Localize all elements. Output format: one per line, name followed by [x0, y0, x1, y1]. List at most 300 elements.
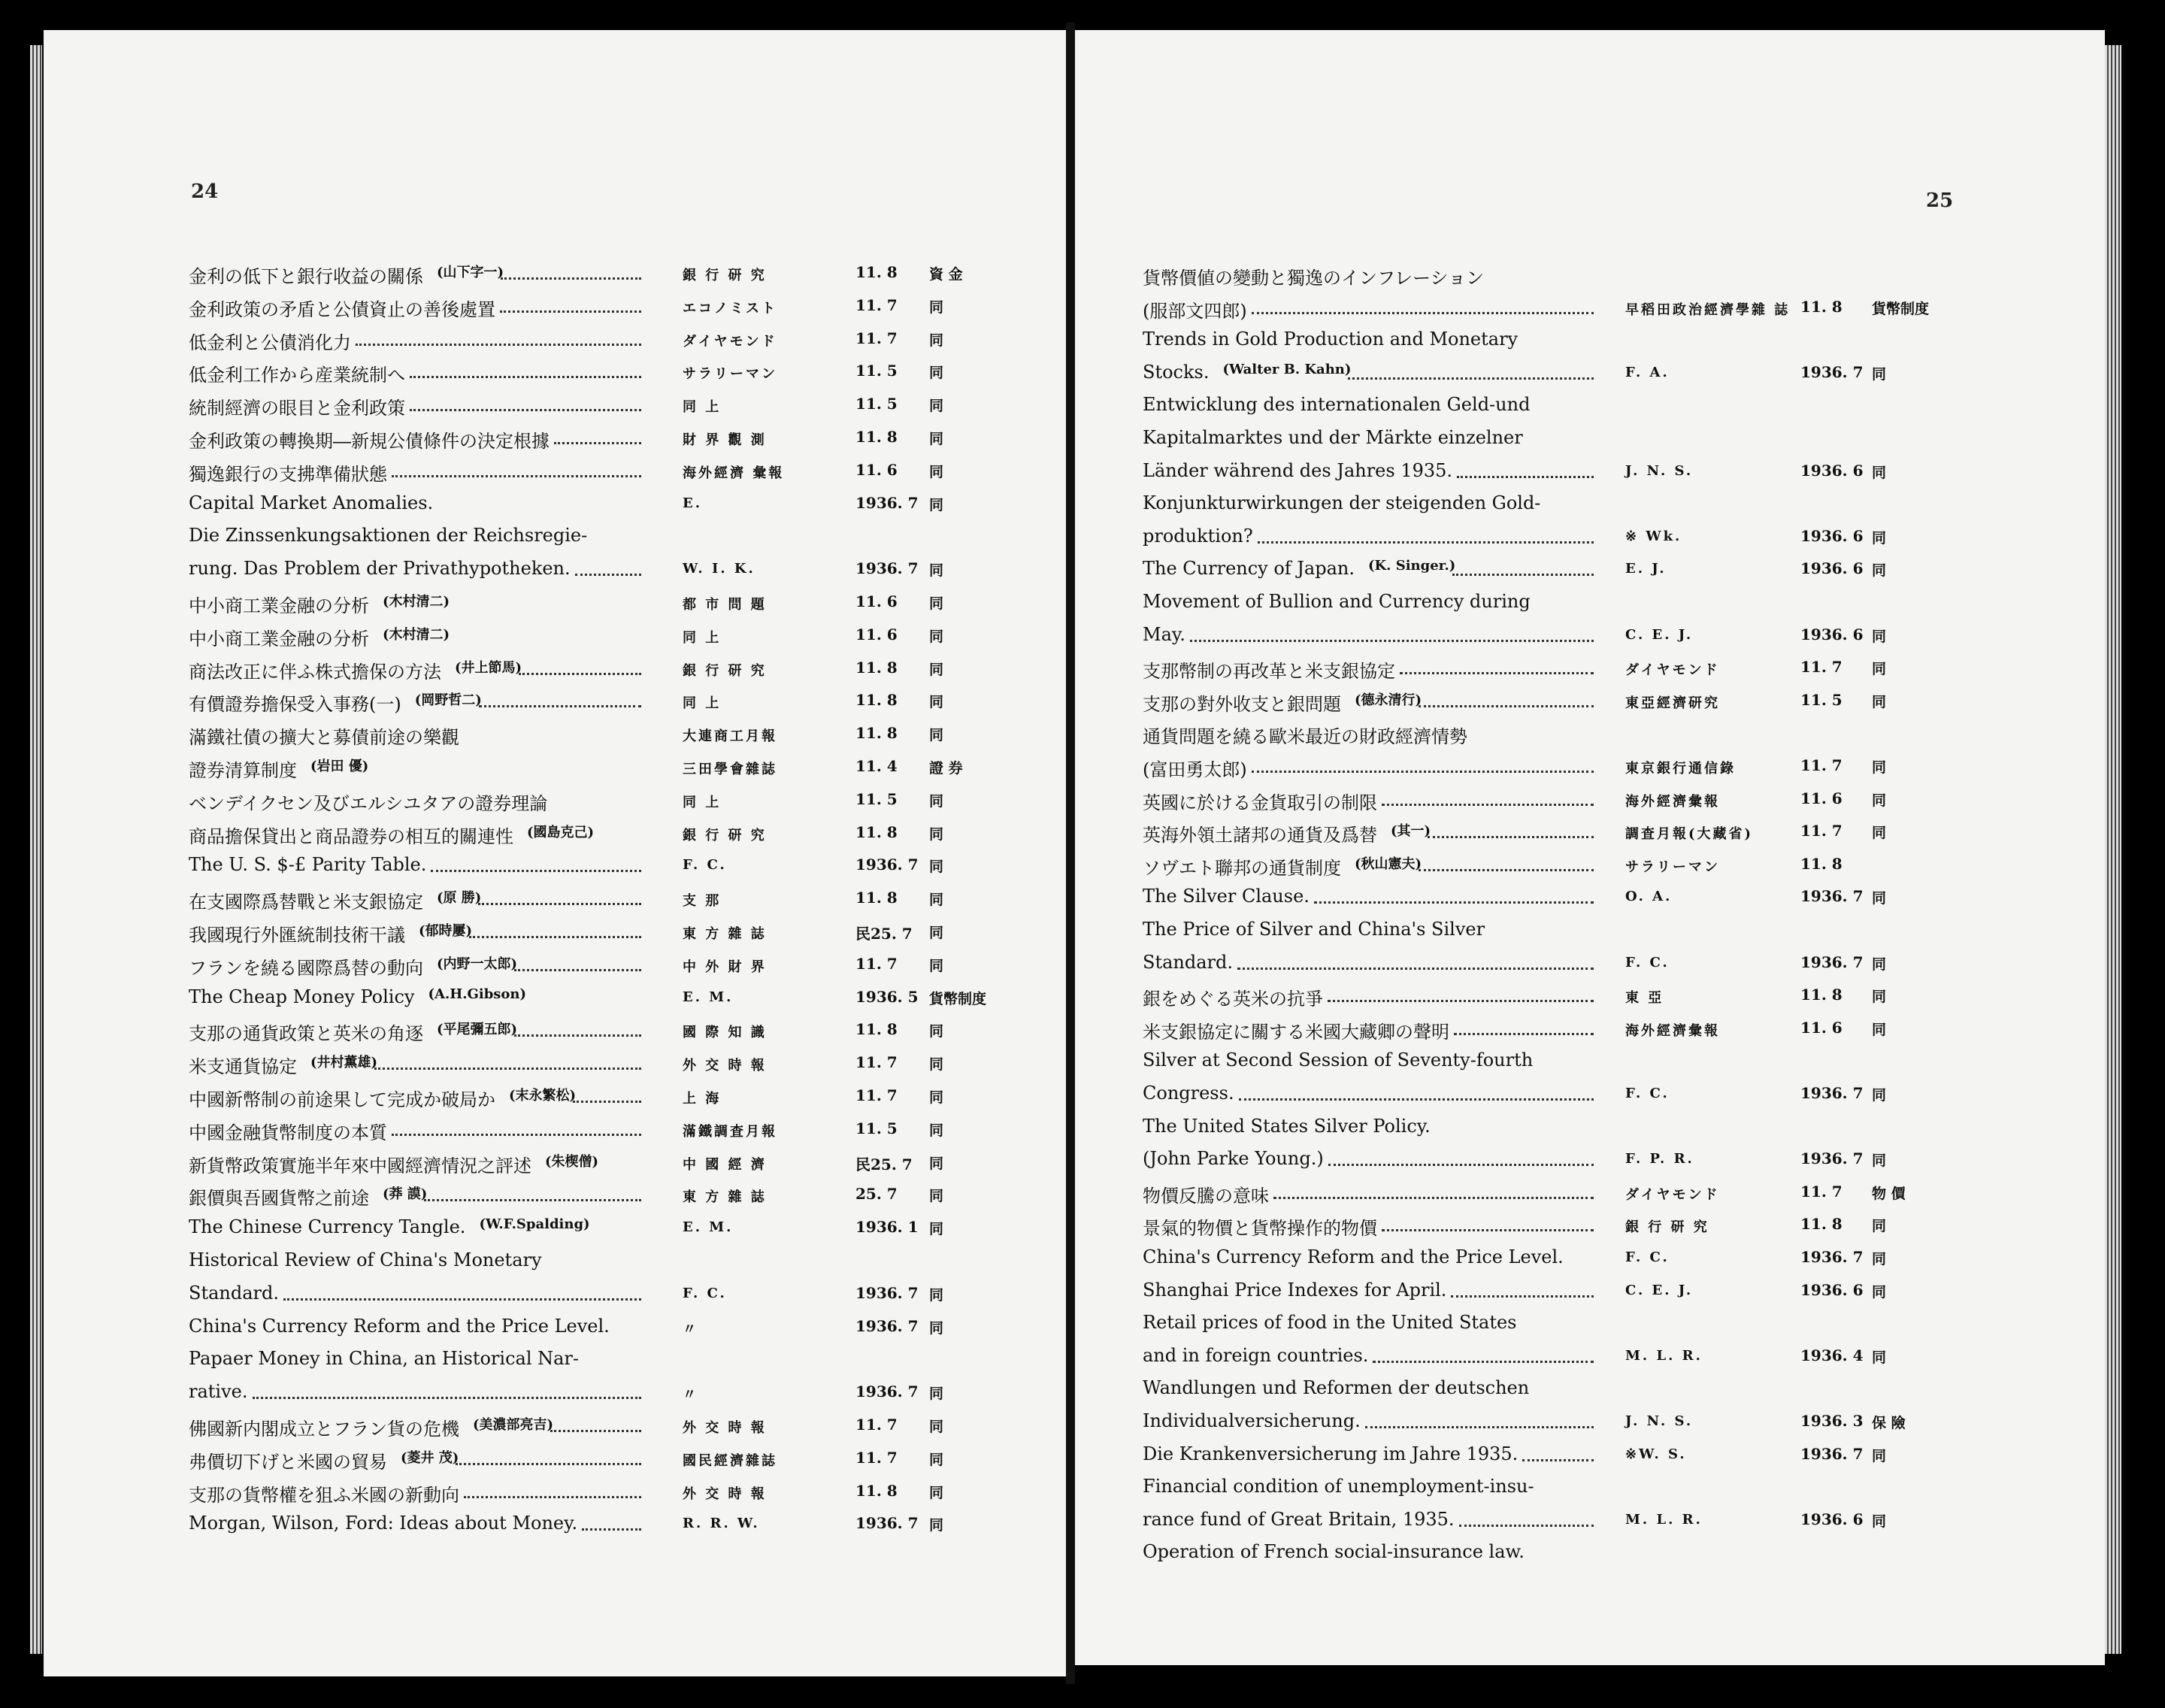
entry-source: F. C. [1625, 1249, 1670, 1265]
entry-category: 同 [1872, 825, 1887, 842]
entry-date: 1936. 4 [1800, 1346, 1864, 1364]
bibliography-entry [44, 1052, 1066, 1080]
dot-leader [456, 1463, 641, 1465]
bibliography-entry [44, 1249, 1066, 1278]
entry-date: 11. 6 [855, 460, 898, 479]
dot-leader [464, 1496, 641, 1498]
entry-title: 弗價切下げと米國の貿易 [189, 1451, 387, 1473]
entry-date: 1936. 6 [1800, 526, 1864, 545]
entry-date: 11. 6 [1800, 789, 1843, 807]
right-page [1075, 30, 2105, 1665]
dot-leader [431, 870, 641, 872]
dot-leader [1314, 901, 1594, 904]
entry-source: 東京銀行通信錄 [1625, 761, 1736, 777]
bibliography-entry [44, 1118, 1066, 1146]
entry-source: 銀 行 研 究 [683, 827, 767, 843]
entry-source: 支 那 [683, 893, 722, 910]
entry-title: 中小商工業金融の分析 [189, 628, 369, 650]
entry-source: ダイヤモンド [683, 333, 777, 350]
bibliography-entry [44, 393, 1066, 422]
entry-category: 同 [1872, 1218, 1887, 1235]
book-edge-right [2105, 45, 2121, 1654]
entry-title: Papaer Money in China, an Historical Nar- [189, 1348, 580, 1370]
entry-source: F. A. [1625, 364, 1670, 380]
entry-title: 滿鐵社債の擴大と募債前途の樂觀 [189, 727, 459, 749]
entry-date: 1936. 7 [855, 856, 919, 874]
bibliography-entry [1075, 656, 2105, 685]
entry-category: 同 [929, 859, 944, 876]
entry-category: 同 [929, 1089, 944, 1106]
dot-leader [573, 1101, 641, 1103]
dot-leader [1428, 836, 1594, 838]
bibliography-entry [1075, 591, 2105, 619]
entry-category: 同 [929, 595, 944, 612]
bibliography-entry [1075, 460, 2105, 489]
bibliography-entry [1075, 558, 2105, 586]
entry-title: Entwicklung des internationalen Geld-und [1143, 394, 1531, 416]
entry-title: Standard. [189, 1282, 279, 1304]
bibliography-entry [1075, 722, 2105, 750]
entry-title: 米支通貨協定 [189, 1056, 297, 1078]
entry-date: 1936. 5 [855, 987, 919, 1006]
entry-date: 11. 8 [855, 263, 898, 281]
entry-author: (莽 謨) [383, 1186, 428, 1203]
bibliography-entry [1075, 1148, 2105, 1177]
bibliography-entry [44, 262, 1066, 290]
entry-source: ダイヤモンド [1625, 1186, 1720, 1203]
bibliography-entry [44, 295, 1066, 323]
entry-category: 同 [1872, 693, 1887, 710]
entry-author: (K. Singer.) [1368, 558, 1456, 574]
entry-title: 物價反騰の意味 [1143, 1185, 1269, 1207]
entry-source: F. C. [683, 857, 727, 874]
entry-title: 米支銀協定に關する米國大藏卿の聲明 [1143, 1021, 1449, 1043]
entry-date: 11. 8 [1800, 297, 1843, 316]
entry-source: 〃 [683, 1387, 698, 1404]
dot-leader [469, 936, 641, 938]
entry-title: 我國現行外匯統制技術干議 [189, 925, 405, 946]
dot-leader [1457, 476, 1594, 478]
dot-leader [253, 1397, 642, 1399]
bibliography-entry [1075, 1049, 2105, 1078]
entry-category: 同 [929, 562, 944, 580]
entry-title: 英海外領土諸邦の通貨及爲替 [1143, 825, 1377, 846]
entry-title: 通貨問題を繞る歐米最近の財政經濟情勢 [1143, 726, 1467, 748]
dot-leader [1454, 1033, 1594, 1035]
entry-date: 11. 6 [855, 625, 898, 644]
entry-source: 中 國 經 濟 [683, 1156, 767, 1173]
bibliography-entry [44, 722, 1066, 751]
entry-source: 中 外 財 界 [683, 958, 767, 975]
bibliography-entry [1075, 1541, 2105, 1570]
entry-date: 1936. 7 [855, 1316, 919, 1335]
bibliography-entry [1075, 1443, 2105, 1472]
bibliography-entry [44, 657, 1066, 686]
entry-date: 1936. 6 [1800, 461, 1864, 480]
dot-leader [374, 1068, 641, 1070]
entry-title: The United States Silver Policy. [1143, 1115, 1431, 1137]
entry-title: Die Zinssenkungsaktionen der Reichsregie- [189, 525, 588, 547]
bibliography-entry [1075, 329, 2105, 357]
bibliography-entry [44, 492, 1066, 521]
entry-date: 11. 8 [855, 1020, 898, 1039]
entry-title: Shanghai Price Indexes for April. [1143, 1279, 1447, 1301]
entry-source: 外 交 時 報 [683, 1058, 767, 1074]
entry-author: (岩田 優) [310, 759, 369, 774]
bibliography-entry [1075, 394, 2105, 422]
entry-date: 1936. 7 [855, 1514, 919, 1533]
bibliography-entry [44, 558, 1066, 586]
entry-source: サラリーマン [683, 366, 777, 383]
entry-category: 同 [929, 1319, 944, 1337]
entry-date: 1936. 7 [1800, 1444, 1864, 1463]
dot-leader [1419, 705, 1594, 707]
bibliography-entry [44, 953, 1066, 982]
entry-date: 11. 7 [855, 1053, 898, 1072]
entry-author: (岡野哲二) [414, 692, 482, 709]
bibliography-entry [1075, 788, 2105, 816]
entry-date: 1936. 7 [1800, 1084, 1864, 1102]
bibliography-entry [44, 1513, 1066, 1541]
entry-category: 資 金 [929, 266, 963, 283]
entry-date: 1936. 7 [855, 1382, 919, 1401]
bibliography-entry [1075, 1017, 2105, 1046]
entry-date: 1936. 1 [855, 1218, 919, 1237]
dot-leader [1328, 1164, 1594, 1166]
entry-category: 同 [929, 496, 944, 513]
entry-author: (末永繁松) [509, 1088, 577, 1104]
dot-leader [1373, 1361, 1594, 1363]
dot-leader [392, 475, 641, 477]
entry-title: 商品擔保貸出と商品證券の相互的關連性 [189, 825, 513, 847]
entry-category: 同 [929, 431, 944, 447]
entry-title: Individualversicherung. [1143, 1410, 1361, 1431]
bibliography-entry [1075, 1509, 2105, 1537]
bibliography-entry [1075, 296, 2105, 325]
entry-source: O. A. [1625, 889, 1673, 905]
entry-title: Kapitalmarktes und der Märkte einzelner [1143, 427, 1523, 448]
entry-date: 11. 7 [1800, 756, 1843, 774]
entry-author: (井村薫雄) [310, 1055, 378, 1071]
entry-category: 同 [929, 925, 944, 941]
entry-title: The Cheap Money Policy [189, 986, 415, 1007]
entry-date: 11. 7 [1800, 1182, 1843, 1201]
bibliography-entry [1075, 1476, 2105, 1504]
entry-category: 同 [1872, 1513, 1887, 1530]
entry-source: W. I. K. [683, 561, 755, 577]
entry-title: Retail prices of food in the United States [1143, 1312, 1517, 1334]
bibliography-entry [44, 756, 1066, 784]
entry-author: (菱井 茂) [401, 1449, 459, 1466]
entry-category: 同 [929, 332, 944, 349]
bibliography-entry [1075, 952, 2105, 980]
entry-date: 11. 7 [855, 1448, 898, 1467]
entry-author: (朱楔僧) [545, 1153, 599, 1170]
entry-title: The Silver Clause. [1143, 886, 1310, 907]
entry-category: 同 [929, 463, 944, 480]
dot-leader [1252, 312, 1594, 314]
entry-source: F. C. [1625, 1086, 1670, 1101]
entry-title: Die Krankenversicherung im Jahre 1935. [1143, 1443, 1519, 1464]
entry-source: 銀 行 研 究 [683, 268, 767, 283]
entry-source: 國民經濟雜誌 [683, 1452, 777, 1469]
entry-source: 財 界 觀 測 [683, 432, 767, 448]
entry-date: 1936. 6 [1800, 625, 1864, 644]
bibliography-entry [1075, 1312, 2105, 1340]
entry-author: (國島克己) [527, 824, 595, 840]
entry-source: 銀 行 研 究 [683, 662, 767, 679]
entry-date: 1936. 7 [1800, 887, 1864, 906]
entry-title: ベンデイクセン及びエルシユタアの證券理論 [189, 792, 548, 814]
bibliography-entry [1075, 492, 2105, 521]
bibliography-entry [1075, 1083, 2105, 1111]
dot-leader [410, 409, 641, 411]
bibliography-entry [44, 1480, 1066, 1509]
entry-date: 11. 8 [855, 428, 898, 446]
entry-title: Standard. [1143, 951, 1233, 973]
bibliography-entry [44, 920, 1066, 949]
bibliography-entry [44, 426, 1066, 455]
entry-title: 低金利と公債消化力 [189, 332, 351, 353]
entry-title: China's Currency Reform and the Price Level. [189, 1315, 610, 1337]
entry-category: 保 險 [1872, 1415, 1906, 1431]
entry-category: 同 [929, 398, 944, 415]
entry-source: 調査月報(大藏省) [1625, 826, 1754, 843]
entry-source: 都 市 問 題 [683, 597, 767, 613]
entry-date: 11. 7 [1800, 822, 1843, 840]
entry-source: エコノミスト [683, 300, 777, 316]
entry-author: (井上節馬) [455, 659, 522, 676]
entry-category: 同 [1872, 1447, 1887, 1464]
entry-category: 同 [1872, 628, 1887, 645]
bibliography-entry [1075, 919, 2105, 947]
entry-category: 同 [929, 825, 944, 843]
entry-category: 同 [929, 957, 944, 974]
dot-leader [1237, 968, 1594, 970]
entry-date: 11. 7 [1800, 658, 1843, 677]
dot-leader [392, 1134, 641, 1136]
entry-title: (服部文四郎) [1143, 300, 1247, 322]
entry-title: 英國に於ける金貨取引の制限 [1143, 792, 1377, 813]
entry-title: Historical Review of China's Monetary [189, 1249, 542, 1270]
entry-title: 金利政策の轉換期―新規公債條件の決定根據 [189, 431, 550, 452]
entry-category: 同 [929, 1451, 944, 1468]
entry-source: M. L. R. [1625, 1347, 1703, 1364]
entry-title: 中小商工業金融の分析 [189, 595, 369, 616]
entry-source: M. L. R. [1625, 1511, 1703, 1528]
bibliography-entry [44, 591, 1066, 619]
entry-date: 1936. 7 [855, 559, 919, 578]
bibliography-entry [1075, 1279, 2105, 1308]
entry-category: 同 [929, 1056, 944, 1074]
entry-category: 同 [1872, 1251, 1887, 1267]
entry-source: 外 交 時 報 [683, 1485, 767, 1502]
entry-title: The Currency of Japan. [1143, 558, 1355, 580]
entry-author: (木村清二) [383, 594, 450, 610]
entry-date: 11. 8 [855, 822, 898, 841]
bibliography-entry [44, 328, 1066, 356]
entry-source: 銀 行 研 究 [1625, 1219, 1709, 1236]
entry-title: 統制經濟の眼目と金利政策 [189, 398, 405, 419]
bibliography-entry [44, 986, 1066, 1015]
dot-leader [1382, 1229, 1594, 1231]
entry-source: 同 上 [683, 794, 722, 810]
entry-title: The Price of Silver and China's Silver [1143, 919, 1485, 940]
entry-source: E. M. [683, 989, 734, 1005]
entry-category: 同 [929, 727, 944, 744]
entry-date: 1936. 6 [1800, 1280, 1864, 1299]
entry-category: 同 [929, 1286, 944, 1304]
entry-title: rung. Das Problem der Privathypotheken. [189, 558, 571, 580]
entry-source: 三田學會雜誌 [683, 762, 777, 777]
entry-date: 11. 5 [855, 789, 898, 808]
entry-title: 有價證券擔保受入事務(一) [189, 694, 401, 716]
bibliography-entry [44, 789, 1066, 817]
bibliography-entry [44, 1414, 1066, 1443]
entry-date: 11. 4 [855, 757, 898, 775]
bibliography-entry [44, 689, 1066, 718]
dot-leader [1239, 1098, 1594, 1101]
entry-category: 同 [929, 1517, 944, 1534]
dot-leader [501, 277, 641, 280]
bibliography-entry [1075, 263, 2105, 292]
entry-title: (John Parke Young.) [1143, 1148, 1324, 1170]
entry-category: 同 [929, 1122, 944, 1139]
entry-title: Länder während des Jahres 1935. [1143, 459, 1453, 481]
bibliography-entry [44, 1216, 1066, 1245]
bibliography-entry [44, 1348, 1066, 1376]
dot-leader [1273, 1197, 1594, 1199]
entry-source: F. P. R. [1625, 1151, 1694, 1167]
entry-date: 11. 8 [1800, 854, 1843, 873]
entry-category: 同 [1872, 792, 1887, 809]
entry-title: produktion? [1143, 525, 1253, 547]
entry-date: 11. 5 [855, 1119, 898, 1137]
entry-date: 11. 5 [855, 362, 898, 380]
entry-date: 1936. 6 [1800, 1510, 1864, 1528]
entry-title: 獨逸銀行の支拂準備狀態 [189, 463, 387, 485]
bibliography-entry [1075, 886, 2105, 914]
entry-author: (Walter B. Kahn) [1222, 361, 1352, 377]
bibliography-entry [44, 1447, 1066, 1476]
entry-category: 物 價 [1872, 1185, 1906, 1202]
entry-category: 同 [1872, 1152, 1887, 1170]
entry-date: 11. 8 [855, 889, 898, 907]
entry-title: China's Currency Reform and the Price Level. [1143, 1246, 1564, 1267]
bibliography-entry [1075, 1246, 2105, 1275]
entry-author: (内野一太郎) [437, 955, 518, 972]
entry-date: 11. 8 [1800, 1215, 1843, 1234]
left-page [44, 30, 1066, 1676]
entry-date: 1936. 7 [1800, 1248, 1864, 1266]
entry-title: 證券清算制度 [189, 760, 297, 781]
entry-source: J. N. S. [1625, 1413, 1694, 1429]
right-entry-list [1075, 30, 2105, 1665]
dot-leader [1328, 1000, 1594, 1002]
entry-title: 低金利工作から産業統制へ [189, 365, 405, 386]
entry-date: 11. 7 [855, 295, 898, 314]
dot-leader [554, 442, 641, 444]
entry-title: 商法改正に伴ふ株式擔保の方法 [189, 661, 441, 683]
entry-title: 中國新幣制の前途果して完成か破局か [189, 1089, 495, 1110]
entry-title: 新貨幣政策實施半年來中國經濟情況之評述 [189, 1155, 531, 1177]
entry-source: 東亞經濟研究 [1625, 695, 1720, 711]
entry-category: 同 [929, 1221, 944, 1238]
entry-category: 同 [1872, 661, 1887, 678]
entry-title: and in foreign countries. [1143, 1344, 1369, 1366]
entry-source: 東 亞 [1625, 990, 1664, 1007]
entry-date: 1936. 7 [855, 1283, 919, 1302]
entry-category: 同 [1872, 1087, 1887, 1104]
entry-source: 海外經濟 彙報 [683, 465, 785, 481]
entry-title: 銀をめぐる英米の抗爭 [1143, 989, 1323, 1010]
entry-source: 國 際 知 識 [683, 1025, 767, 1041]
dot-leader [1382, 804, 1594, 806]
entry-author: (原 勝) [437, 890, 482, 907]
entry-source: J. N. S. [1625, 462, 1694, 479]
entry-author: (平尾彌五郎) [437, 1022, 518, 1038]
entry-author: (其一) [1391, 823, 1431, 840]
dot-leader [1451, 1295, 1594, 1298]
page-number: 24 [191, 180, 219, 203]
entry-category: 貨幣制度 [1872, 300, 1930, 317]
entry-author: (山下字一) [437, 265, 504, 280]
entry-date: 1936. 7 [1800, 952, 1864, 971]
entry-date: 1936. 6 [1800, 559, 1864, 578]
entry-title: Operation of French social-insurance law. [1143, 1541, 1525, 1563]
entry-source: 同 上 [683, 629, 722, 646]
entry-source: 同 上 [683, 399, 722, 416]
entry-category: 貨幣制度 [929, 990, 987, 1007]
entry-title: 佛國新内閣成立とフラン貨の危機 [189, 1419, 459, 1440]
dot-leader [1348, 377, 1594, 380]
entry-title: Congress. [1143, 1083, 1234, 1104]
entry-title: The Chinese Currency Tangle. [189, 1216, 466, 1238]
bibliography-entry [44, 459, 1066, 488]
book-edge-left [30, 45, 42, 1654]
entry-title: 銀價與吾國貨幣之前途 [189, 1188, 369, 1210]
entry-category: 同 [929, 1385, 944, 1403]
bibliography-entry [1075, 362, 2105, 390]
entry-source: E. [683, 495, 702, 511]
entry-source: ※W. S. [1625, 1446, 1687, 1462]
entry-date: 11. 5 [855, 395, 898, 413]
bibliography-entry [1075, 689, 2105, 718]
entry-source: 大連商工月報 [683, 728, 777, 745]
entry-author: (美濃部亮吉) [473, 1417, 554, 1433]
dot-leader [1190, 640, 1594, 642]
entry-source: C. E. J. [1625, 626, 1694, 643]
entry-date: 民25. 7 [855, 925, 913, 943]
entry-title: Financial condition of unemployment-insu- [1143, 1476, 1534, 1498]
entry-title: 金利の低下と銀行收益の關係 [189, 266, 423, 287]
entry-author: (德永清行) [1355, 692, 1422, 708]
entry-title: rance fund of Great Britain, 1935. [1143, 1508, 1455, 1530]
entry-title: Trends in Gold Production and Monetary [1143, 329, 1519, 350]
entry-category: 同 [1872, 562, 1887, 580]
entry-title: May. [1143, 623, 1185, 645]
dot-leader [424, 1199, 641, 1201]
bibliography-entry [44, 887, 1066, 916]
entry-category: 同 [1872, 989, 1887, 1006]
entry-source: E. J. [1625, 561, 1667, 577]
entry-title: Morgan, Wilson, Ford: Ideas about Money. [189, 1513, 578, 1534]
entry-title: Konjunkturwirkungen der steigenden Gold- [1143, 492, 1541, 514]
entry-title: 中國金融貨幣制度の本質 [189, 1122, 387, 1143]
entry-category: 同 [1872, 464, 1887, 481]
entry-category: 同 [929, 365, 944, 382]
entry-date: 1936. 7 [1800, 362, 1864, 381]
